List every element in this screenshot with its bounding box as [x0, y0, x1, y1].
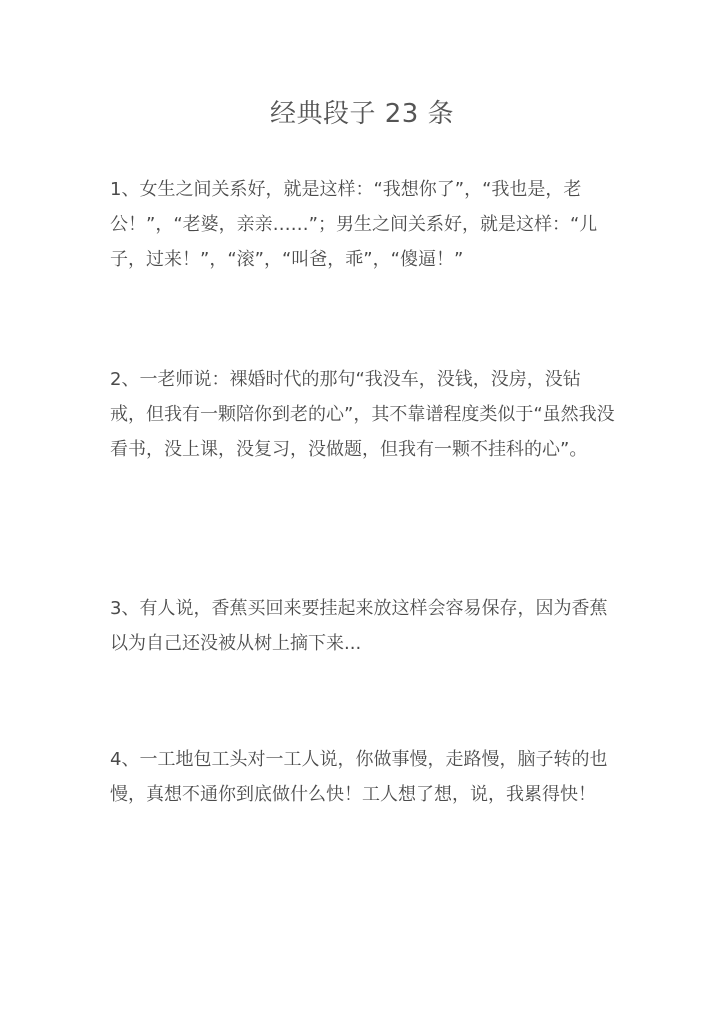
document-title: 经典段子 23 条: [269, 99, 455, 129]
joke-paragraph-3: 3、有人说，香蕉买回来要挂起来放这样会容易保存，因为香蕉以为自己还没被从树上摘下来...: [110, 598, 608, 654]
joke-paragraph-4: 4、一工地包工头对一工人说，你做事慢，走路慢，脑子转的也慢，真想不通你到底做什么快！工人想了想，说，我累得快！: [110, 749, 608, 805]
joke-paragraph-1: 1、女生之间关系好，就是这样：“我想你了”，“我也是，老公！”，“老婆，亲亲……”；男生之间关系好，就是这样：“儿子，过来！”，“滚”，“叫爸，乖”，“傻逼！”: [110, 179, 598, 270]
joke-paragraph-2: 2、一老师说：裸婚时代的那句“我没车，没钱，没房，没钻戒，但我有一颗陪你到老的心”，其不靠谱程度类似于“虽然我没看书，没上课，没复习，没做题，但我有一颗不挂科的心”。: [110, 369, 615, 460]
